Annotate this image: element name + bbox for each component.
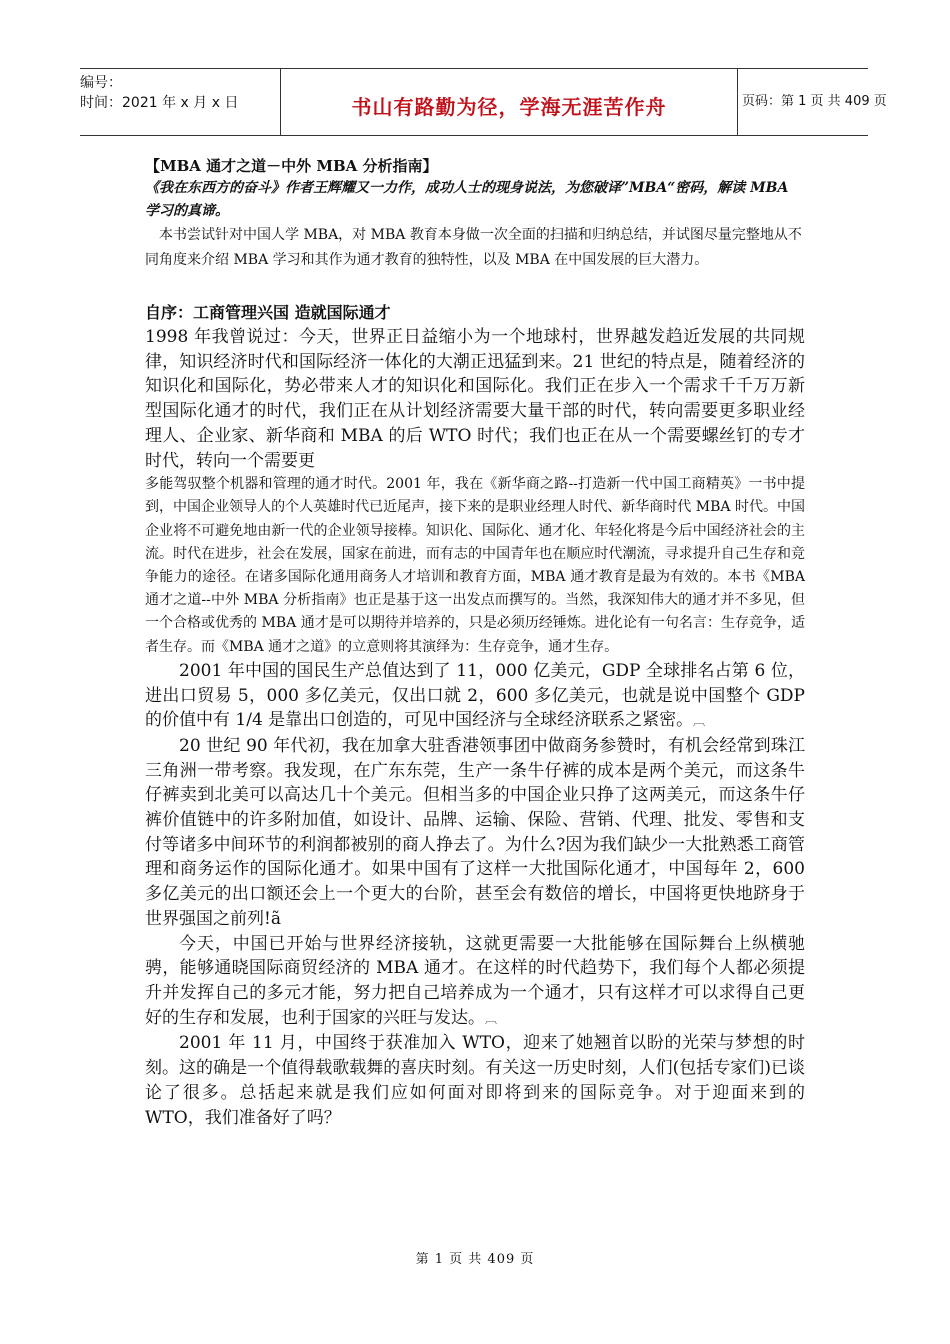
paragraph-5: 2001 年 11 月，中国终于获准加入 WTO，迎来了她翘首以盼的光荣与梦想的时刻。这的确是一个值得载歌载舞的喜庆时刻。有关这一历史时刻，人们(包括专家们)已谈论了很多。总括起来就是我们应如何面对即将到来的国际竞争。对于迎面来到的 WTO，我们准备好了吗？ xyxy=(145,1033,805,1128)
header-slogan: 书山有路勤为径，学海无涯苦作舟 xyxy=(351,95,667,119)
paragraph-4 xyxy=(145,932,805,1032)
doc-date-label: 时间：2021 年 x 月 x 日 xyxy=(80,95,239,111)
paragraph-4-mark: ︹ xyxy=(485,1011,498,1026)
book-lead: 《我在东西方的奋斗》作者王辉耀又一力作，成功人士的现身说法，为您破译”MBA“密码，解读 MBA 学习的真谛。 xyxy=(145,180,789,219)
paragraph-3-text: 20 世纪 90 年代初，我在加拿大驻香港领事团中做商务参赞时，有机会经常到珠江三角洲一带考察。我发现，在广东东莞，生产一条牛仔裤的成本是两个美元，而这条牛仔裤卖到北美可以高达几十个美元。但相当多的中国企业只挣了这两美元，而这条牛仔裤价值链中的许多附加值，如设计、品牌、运输、保险、营销、代理、批发、零售和支付等诸多中间环节的利润都被别的商人挣去了。为什么?因为我们缺少一大批熟悉工商管理和商务运作的国际化通才。如果中国有了这样一大批国际化通才，中国每年 2，600 多亿美元的出口额还会上一个更大的台阶，甚至会有数倍的增长，中国将更快地跻身于世界强国之前列! xyxy=(145,735,805,929)
paragraph-1: 1998 年我曾说过：今天，世界正日益缩小为一个地球村，世界越发趋近发展的共同规律，知识经济时代和国际经济一体化的大潮正迅猛到来。21 世纪的特点是，随着经济的知识化和国际化，势必带来人才的知识化和国际化。我们正在步入一个需求千千万万新型国际化通才的时代，我们正在从计划经济需要大量干部的时代，转向需要更多职业经理人、企业家、新华商和 MBA 的后 WTO 时代；我们也正在从一个需要螺丝钉的专才时代，转向一个需要更 xyxy=(145,327,805,471)
header-meta xyxy=(80,69,280,139)
page-header xyxy=(80,68,887,136)
book-title: 【MBA 通才之道－中外 MBA 分析指南】 xyxy=(145,157,438,175)
paragraph-3 xyxy=(145,734,805,932)
header-slogan-cell xyxy=(280,69,738,135)
paragraph-3-mark: ã xyxy=(270,908,281,929)
preface-title: 自序：工商管理兴国 造就国际通才 xyxy=(145,303,391,322)
header-page-info: 页码：第 1 页 共 409 页 xyxy=(742,94,887,109)
paragraph-2-mark: ︹ xyxy=(693,714,706,729)
paragraph-4-text: 今天，中国已开始与世界经济接轨，这就更需要一大批能够在国际舞台上纵横驰骋，能够通晓国际商贸经济的 MBA 通才。在这样的时代趋势下，我们每个人都必须提升并发挥自己的多元才能，努力把自己培养成为一个通才，只有这样才可以求得自己更好的生存和发展，也利于国家的兴旺与发达。 xyxy=(145,933,805,1028)
paragraph-2-text: 2001 年中国的国民生产总值达到了 11，000 亿美元，GDP 全球排名占第 6 位，进出口贸易 5，000 多亿美元，仅出口就 2，600 多亿美元，也就是说中国整个 GDP 的价值中有 1/4 是靠出口创造的，可见中国经济与全球经济联系之紧密。 xyxy=(145,660,805,731)
book-intro: 本书尝试针对中国人学 MBA，对 MBA 教育本身做一次全面的扫描和归纳总结，并试图尽量完整地从不同角度来介绍 MBA 学习和其作为通才教育的独特性，以及 MBA 在中国发展的巨大潜力。 xyxy=(145,227,802,268)
page-footer: 第 1 页 共 409 页 xyxy=(415,1252,535,1267)
document-body xyxy=(145,155,805,1130)
doc-number-label: 编号： xyxy=(80,75,122,91)
paragraph-1-continued: 多能驾驭整个机器和管理的通才时代。2001 年，我在《新华商之路--打造新一代中国工商精英》一书中提到，中国企业领导人的个人英雄时代已近尾声，接下来的是职业经理人时代、新华商时代 MBA 时代。中国企业将不可避免地由新一代的企业领导接棒。知识化、国际化、通才化、年轻化将是今后中国经济社会的主流。时代在进步，社会在发展，国家在前进，而有志的中国青年也在顺应时代潮流，寻求提升自己生存和竞争能力的途径。在诸多国际化通用商务人才培训和教育方面，MBA 通才教育是最为有效的。本书《MBA 通才之道--中外 MBA 分析指南》也正是基于这一出发点而撰写的。当然，我深知伟大的通才并不多见，但一个合格或优秀的 MBA 通才是可以期待并培养的，只是必须历经锤炼。进化论有一句名言：生存竞争，适者生存。而《MBA 通才之道》的立意则将其演绎为：生存竞争，通才生存。 xyxy=(145,476,805,655)
paragraph-2 xyxy=(145,659,805,734)
